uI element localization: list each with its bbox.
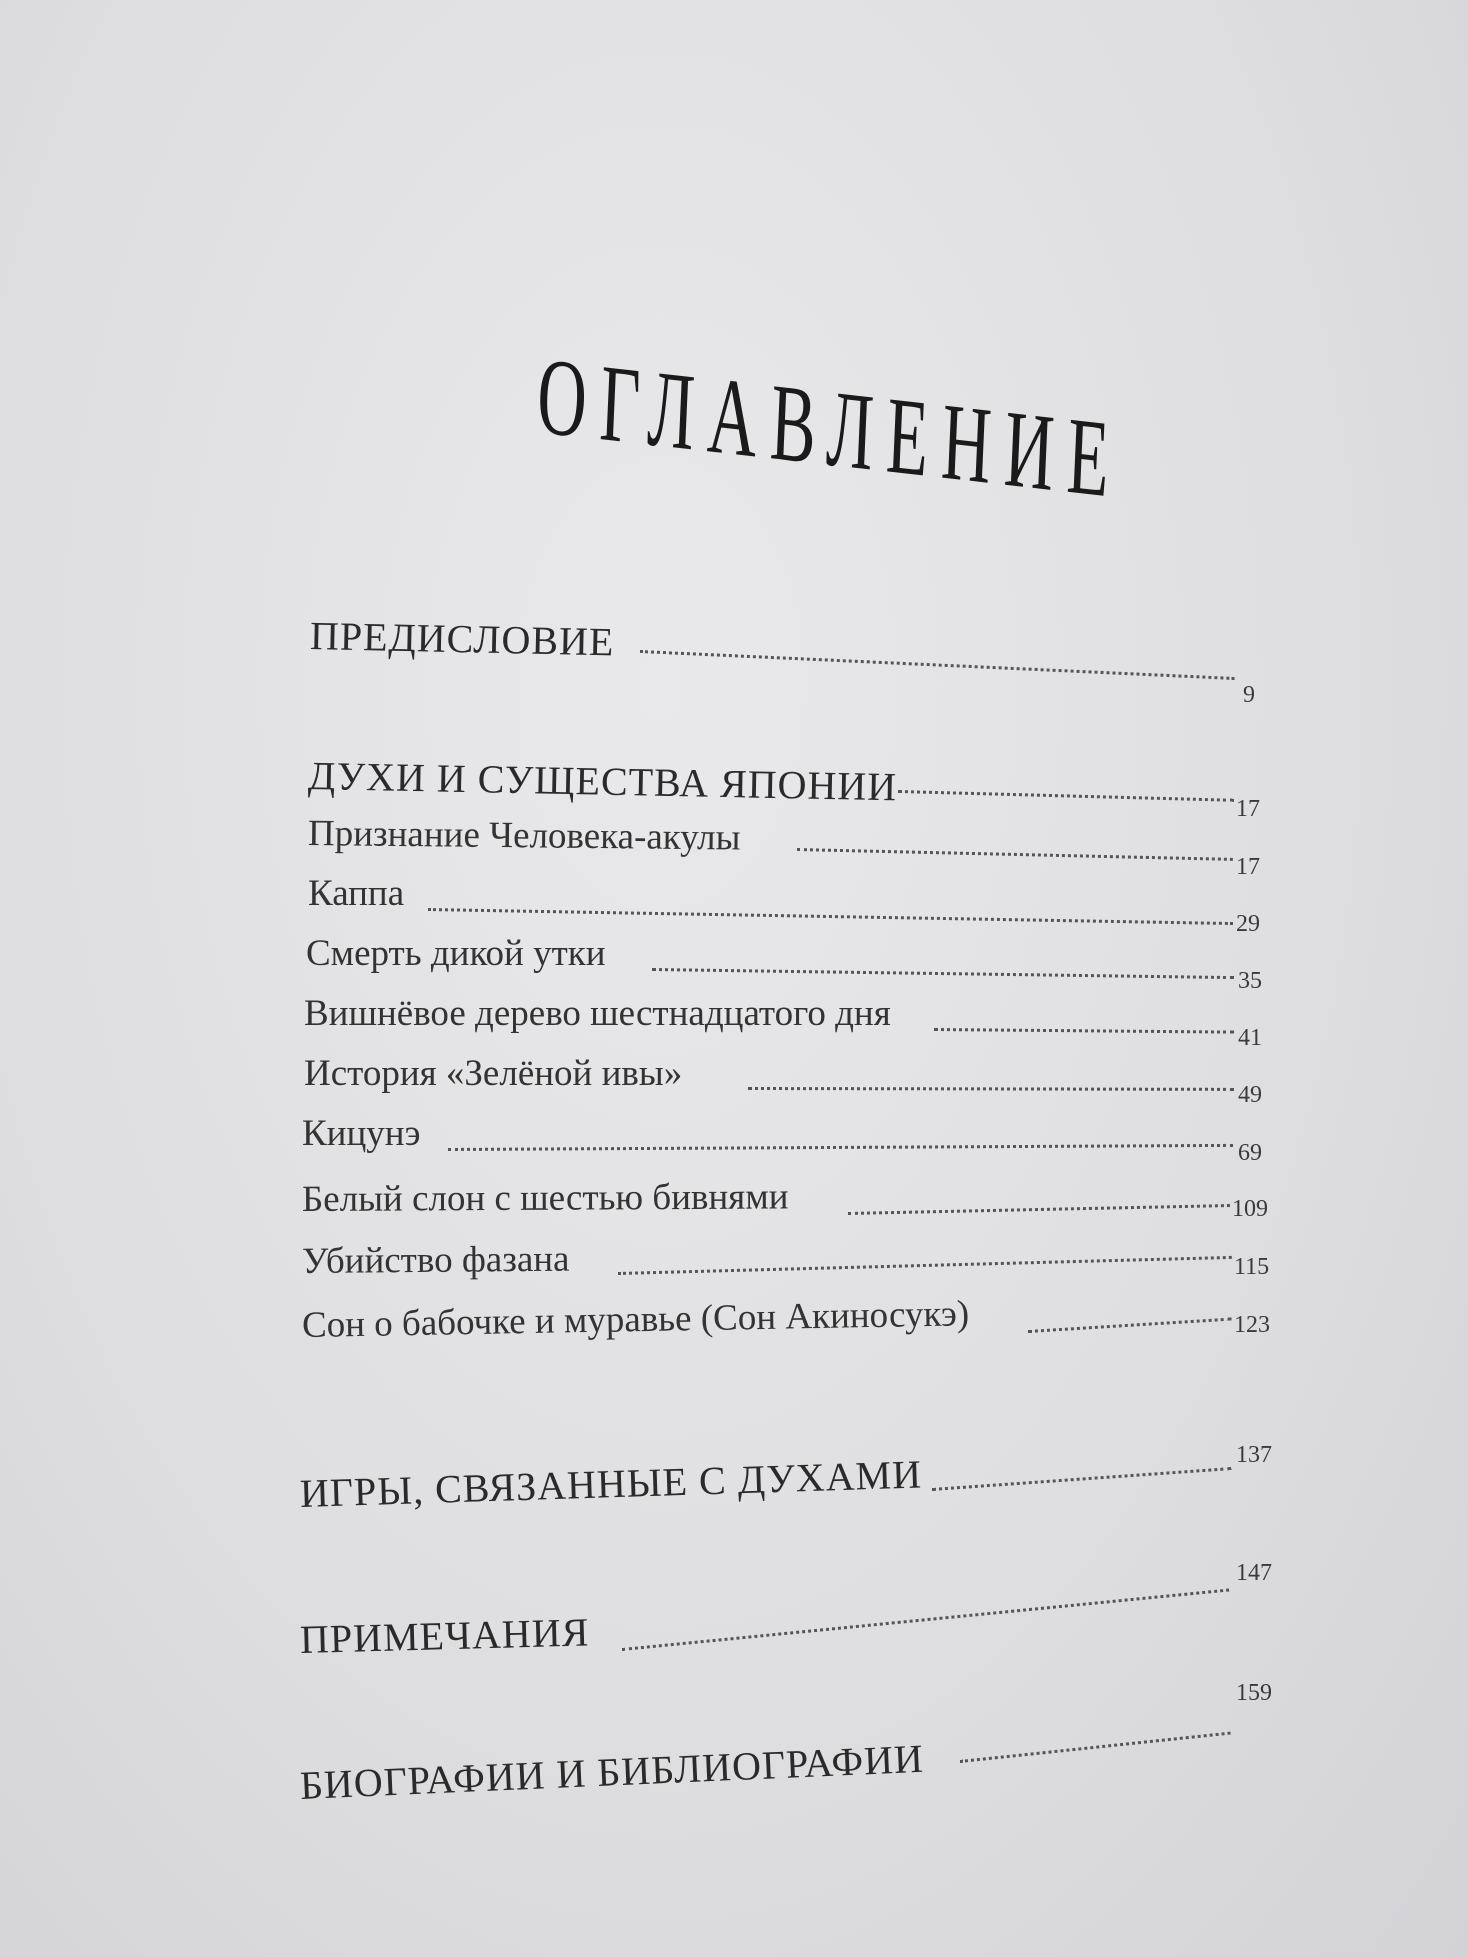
toc-entry-title: Сон о бабочке и муравье (Сон Акиносукэ) xyxy=(301,1293,970,1346)
toc-entry xyxy=(310,612,615,665)
toc-entry xyxy=(306,932,606,975)
toc-entry-title: История «Зелёной ивы» xyxy=(304,1053,683,1094)
toc-page-number: 159 xyxy=(1236,1680,1272,1706)
toc-page-number: 9 xyxy=(1243,682,1255,708)
toc-page-number: 17 xyxy=(1236,854,1260,880)
toc-entry xyxy=(302,1112,420,1155)
toc-entry-title: Белый слон с шестью бивнями xyxy=(301,1176,789,1220)
toc-entry-title: ИГРЫ, СВЯЗАННЫЕ С ДУХАМИ xyxy=(299,1451,923,1516)
toc-page-number: 137 xyxy=(1236,1442,1272,1468)
toc-leader xyxy=(934,1028,1234,1034)
toc-page-number: 49 xyxy=(1238,1082,1262,1108)
toc-leader xyxy=(932,1467,1231,1491)
toc-entry xyxy=(302,1292,970,1347)
toc-leader xyxy=(797,848,1233,861)
toc-entry-title: Признание Человека-акулы xyxy=(307,813,741,859)
toc-leader xyxy=(848,1204,1230,1215)
toc-entry xyxy=(299,1608,589,1663)
toc-entry-title: ПРИМЕЧАНИЯ xyxy=(299,1609,590,1662)
toc-entry xyxy=(302,1238,570,1283)
toc-page-number: 69 xyxy=(1238,1140,1262,1166)
toc-page-number: 109 xyxy=(1232,1196,1268,1222)
toc-page-number: 123 xyxy=(1234,1312,1270,1338)
page-title: ОГЛАВЛЕНИЕ xyxy=(534,334,1126,522)
toc-leader xyxy=(640,650,1235,680)
toc-entry-title: ПРЕДИСЛОВИЕ xyxy=(309,613,615,665)
table-of-contents xyxy=(300,600,1280,1850)
toc-entry xyxy=(308,812,741,860)
toc-entry xyxy=(304,992,891,1035)
toc-entry xyxy=(308,752,898,810)
toc-leader xyxy=(960,1732,1231,1763)
toc-page-number: 147 xyxy=(1236,1560,1272,1586)
toc-entry xyxy=(308,872,404,915)
toc-leader xyxy=(428,908,1233,925)
toc-entry-title: Кицунэ xyxy=(302,1113,421,1154)
toc-entry xyxy=(299,1450,922,1517)
toc-entry xyxy=(304,1052,682,1095)
toc-leader xyxy=(622,1588,1229,1651)
toc-entry xyxy=(299,1735,925,1809)
toc-entry-title: БИОГРАФИИ И БИБЛИОГРАФИИ xyxy=(299,1735,925,1808)
toc-entry-title: Каппа xyxy=(308,873,405,914)
toc-page-number: 35 xyxy=(1238,968,1262,994)
toc-leader xyxy=(618,1256,1232,1275)
toc-entry-title: Вишнёвое дерево шестнадцатого дня xyxy=(304,993,891,1034)
toc-leader xyxy=(1028,1318,1232,1333)
toc-leader xyxy=(898,790,1234,802)
toc-leader xyxy=(652,968,1234,979)
toc-entry xyxy=(302,1175,789,1221)
toc-page-number: 115 xyxy=(1234,1254,1270,1280)
toc-page-number: 17 xyxy=(1236,796,1260,822)
toc-page-number: 41 xyxy=(1238,1025,1262,1051)
toc-leader xyxy=(748,1087,1234,1091)
toc-leader xyxy=(448,1144,1233,1151)
toc-entry-title: Смерть дикой утки xyxy=(306,933,606,974)
toc-entry-title: Убийство фазана xyxy=(301,1238,570,1282)
toc-entry-title: ДУХИ И СУЩЕСТВА ЯПОНИИ xyxy=(307,753,898,810)
toc-page-number: 29 xyxy=(1236,911,1260,937)
